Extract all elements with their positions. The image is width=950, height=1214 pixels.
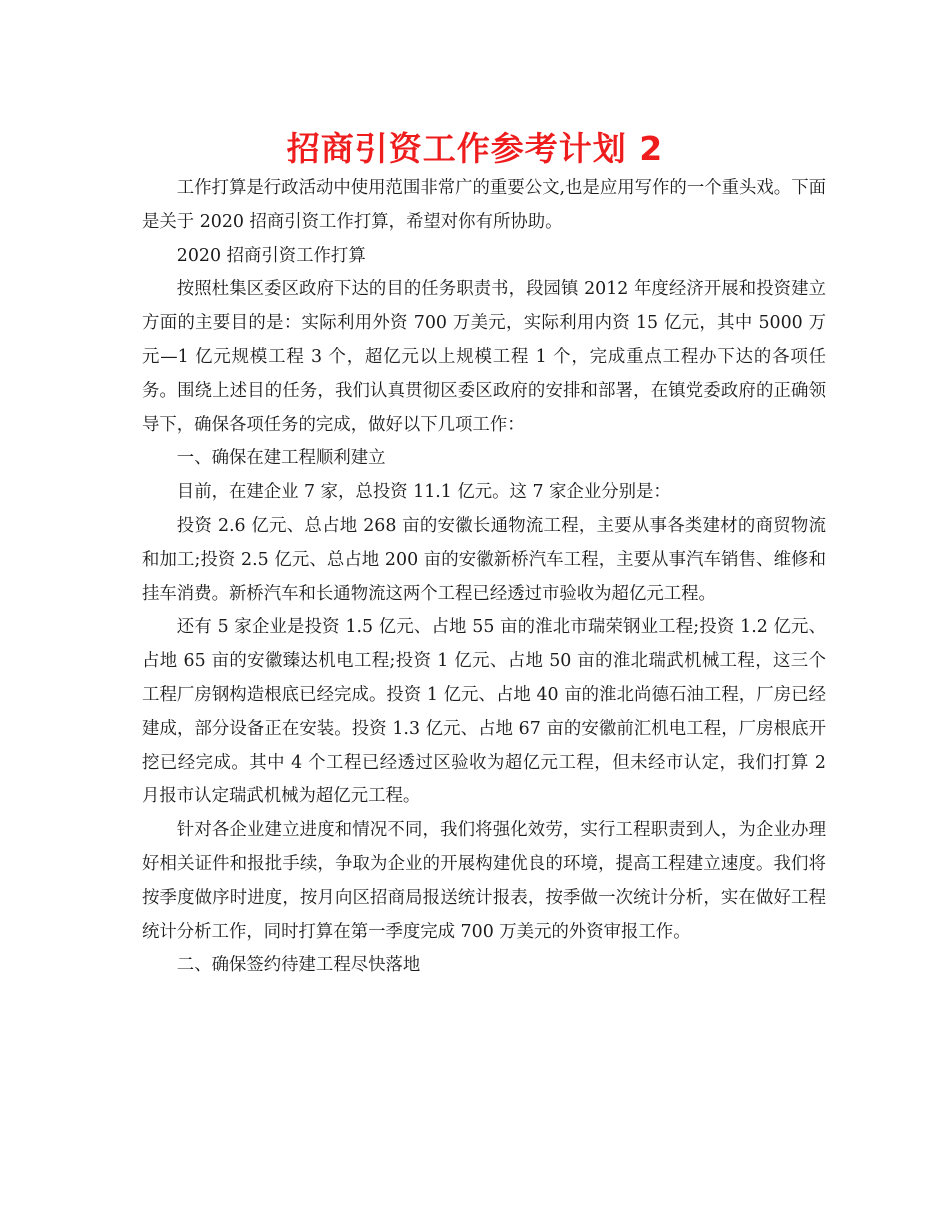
paragraph-intro: 工作打算是行政活动中使用范围非常广的重要公文,也是应用写作的一个重头戏。下面是关于 2020 招商引资工作打算，希望对你有所协助。: [142, 178, 826, 232]
paragraph-current-status: 目前，在建企业 7 家，总投资 11.1 亿元。这 7 家企业分别是：: [176, 482, 671, 503]
document-body: [142, 172, 826, 983]
paragraph-goals: 按照杜集区委区政府下达的目的任务职责书，段园镇 2012 年度经济开展和投资建立方面的主要目的是：实际利用外资 700 万美元，实际利用内资 15 亿元，其中 5000 万元—1 亿元规模工程 3 个，超亿元以上规模工程 1 个，完成重点工程办下达的各项任务。围绕上述目的任务，我们认真贯彻区委区政府的安排和部署，在镇党委政府的正确领导下，确保各项任务的完成，做好以下几项工作：: [142, 279, 826, 435]
paragraph-subtitle: 2020 招商引资工作打算: [176, 245, 366, 266]
section-heading-2: 二、确保签约待建工程尽快落地: [176, 955, 421, 976]
document-title: 招商引资工作参考计划 2: [286, 129, 664, 168]
paragraph-measures: 针对各企业建立进度和情况不同，我们将强化效劳，实行工程职责到人，为企业办理好相关证件和报批手续，争取为企业的开展构建优良的环境，提高工程建立速度。我们将按季度做序时进度，按月向区招商局报送统计报表，按季做一次统计分析，实在做好工程统计分析工作，同时打算在第一季度完成 700 万美元的外资审报工作。: [142, 820, 826, 942]
section-heading-1: 一、确保在建工程顺利建立: [176, 448, 386, 469]
paragraph-projects-a: 投资 2.6 亿元、总占地 268 亩的安徽长通物流工程，主要从事各类建材的商贸物流和加工;投资 2.5 亿元、总占地 200 亩的安徽新桥汽车工程，主要从事汽车销售、维修和挂车消费。新桥汽车和长通物流这两个工程已经透过市验收为超亿元工程。: [142, 515, 826, 604]
paragraph-projects-b: 还有 5 家企业是投资 1.5 亿元、占地 55 亩的淮北市瑞荣钢业工程;投资 1.2 亿元、占地 65 亩的安徽臻达机电工程;投资 1 亿元、占地 50 亩的淮北瑞武机械工程，这三个工程厂房钢构造根底已经完成。投资 1 亿元、占地 40 亩的淮北尚德石油工程，厂房已经建成，部分设备正在安装。投资 1.3 亿元、占地 67 亩的安徽前汇机电工程，厂房根底开挖已经完成。其中 4 个工程已经透过区验收为超亿元工程，但未经市认定，我们打算 2 月报市认定瑞武机械为超亿元工程。: [142, 617, 826, 807]
